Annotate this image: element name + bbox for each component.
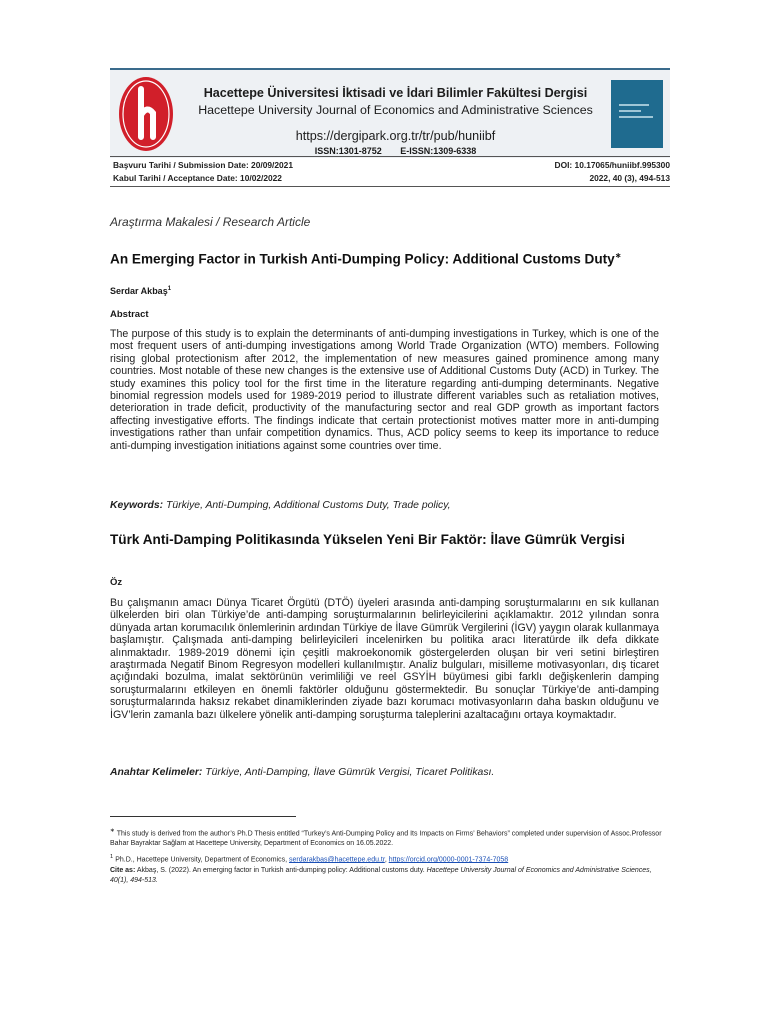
issn: ISSN:1301-8752	[314, 146, 382, 156]
author-name: Serdar Akbaş	[110, 286, 168, 296]
journal-cover-thumbnail	[611, 80, 663, 148]
footnote-thesis	[110, 826, 670, 849]
cite-label: Cite as:	[110, 867, 136, 874]
oz-heading: Öz	[110, 577, 123, 588]
cite-issue: (1), 494-513.	[117, 877, 158, 884]
article-type: Araştırma Makalesi / Research Article	[110, 215, 311, 229]
author-footnote-mark: 1	[167, 286, 172, 292]
oz-body: Bu çalışmanın amacı Dünya Ticaret Örgütü (DTÖ) üyeleri arasında anti-damping soruşturmalarını en sık kullanan ülkelerden biri olan Türkiye’de anti-damping soruşturmalarının belirleyicilerini açıklamaktır. 2012 yılından sonra dünyada artan korumacılık önlemlerinin ardından Türkiye de İlave Gümrük Vergilerini (İGV) yaygın olarak kullanmaya başlamıştır. Çalışmada anti-damping belirleyicileri incelenirken bu politika aracı literatürde ilk defa dikkate alınmaktadır. 1989-2019 dönemi için çeşitli makroekonomik göstergelerden oluşan bir veri setini birleştiren araştırmada Negatif Binom Regresyon modelleri kullanılmıştır. Analiz bulguları, misilleme motivasyonları, dış ticaret açığındaki bozulma, imalat sektörünün verimliliği ve reel GSYİH büyümesi gibi farklı değişkenlerin damping soruşturmalarını etkileyen en önemli faktörler olduğunu göstermektedir. Bu sonuçlar Türkiye’de anti-damping soruşturmalarında haksız rekabet dinamiklerinden ziyade bazı korumacı motivasyonların daha baskın olduğunu ve İGV’lerin zamanla bazı ülkelere yönelik anti-damping soruşturma taleplerini azaltacağını ortaya koymaktadır.	[110, 597, 659, 721]
header-divider	[110, 156, 670, 157]
submission-date: Başvuru Tarihi / Submission Date: 20/09/2021	[113, 160, 293, 170]
author-affil-mark: 1	[110, 854, 114, 860]
cite-text: Akbaş, S. (2022). An emerging factor in Turkish anti-dumping policy: Additional customs duty.	[136, 867, 425, 874]
doi[interactable]: DOI: 10.17065/huniibf.995300	[554, 160, 670, 170]
article-title	[110, 251, 621, 267]
author-email-link[interactable]: serdarakbas@hacettepe.edu.tr	[288, 856, 385, 864]
title-footnote-mark: ∗	[614, 251, 622, 260]
meta-divider	[110, 186, 670, 187]
acceptance-date: Kabul Tarihi / Acceptance Date: 10/02/2022	[113, 173, 282, 183]
journal-name-tr: Hacettepe Üniversitesi İktisadi ve İdari Bilimler Fakültesi Dergisi	[203, 86, 588, 100]
volume-info: 2022, 40 (3), 494-513	[589, 173, 670, 183]
thesis-mark: ∗	[110, 828, 115, 834]
citation	[110, 866, 670, 886]
keywords-tr	[110, 767, 494, 778]
orcid-link[interactable]: https://orcid.org/0000-0001-7374-7058	[388, 856, 509, 864]
abstract-heading: Abstract	[110, 309, 149, 320]
footnote-author: $^1$ Ph.D., Hacettepe University, Department of Economics, serdarakbas@hacettepe.edu.tr, https://orcid.org/0000-0001-7374-7058	[110, 854, 509, 864]
title-text: An Emerging Factor in Turkish Anti-Dumping Policy: Additional Customs Duty	[110, 251, 615, 267]
author-affiliation: Ph.D., Hacettepe University, Department of Economics,	[115, 856, 288, 864]
journal-url[interactable]: https://dergipark.org.tr/tr/pub/huniibf	[295, 129, 496, 143]
keywords-label: Keywords:	[110, 500, 164, 511]
keywords-tr-list: Türkiye, Anti-Damping, İlave Gümrük Vergisi, Ticaret Politikası.	[205, 767, 495, 778]
author	[110, 286, 171, 296]
article-title-tr: Türk Anti-Damping Politikasında Yükselen Yeni Bir Faktör: İlave Gümrük Vergisi	[110, 532, 625, 547]
footnote-divider	[110, 816, 296, 817]
keywords-tr-label: Anahtar Kelimeler:	[110, 767, 203, 778]
keywords	[110, 500, 451, 511]
cite-journal: Hacettepe University Journal of Economics and Administrative Sciences, 40	[110, 867, 652, 884]
abstract-body: The purpose of this study is to explain the determinants of anti-dumping investigations in Turkey, which is one of the most frequent users of anti-dumping investigations among World Trade Organization (WTO) members. Following rising global protectionism after 2012, the implementation of new measures gained prominence among many countries. Most notable of these new changes is the extensive use of Additional Customs Duty (ACD) in Turkey. The study examines this policy tool for the first time in the literature regarding anti-dumping determinants. Negative binomial regression models used for 1989-2019 period to illustrate different variables such as retaliation motives, deterioration in trade deficit, productivity of the manufacturing sector and real GDP growth as important factors affecting investigative efforts. The findings indicate that certain protectionist motives matter more in anti-dumping investigations rather than unfair competition dynamics. Thus, ACD policy seems to keep its importance to reduce anti-dumping investigation initiations against some countries over time.	[110, 328, 659, 452]
keywords-list: Türkiye, Anti-Dumping, Additional Customs Duty, Trade policy,	[166, 500, 451, 511]
thesis-text: This study is derived from the author’s Ph.D Thesis entitled “Turkey’s Anti-Dumping Policy and Its Impacts on Firms’ Behaviors” completed under supervision of Assoc.Professor Bahar Bayraktar Sağlam at Hacettepe University, Department of Economics on 16.05.2022.	[110, 830, 662, 848]
journal-logo	[117, 75, 175, 153]
journal-name-en: Hacettepe University Journal of Economics and Administrative Sciences	[198, 103, 593, 117]
eissn: E-ISSN:1309-6338	[400, 146, 477, 156]
issn-line	[183, 146, 608, 156]
